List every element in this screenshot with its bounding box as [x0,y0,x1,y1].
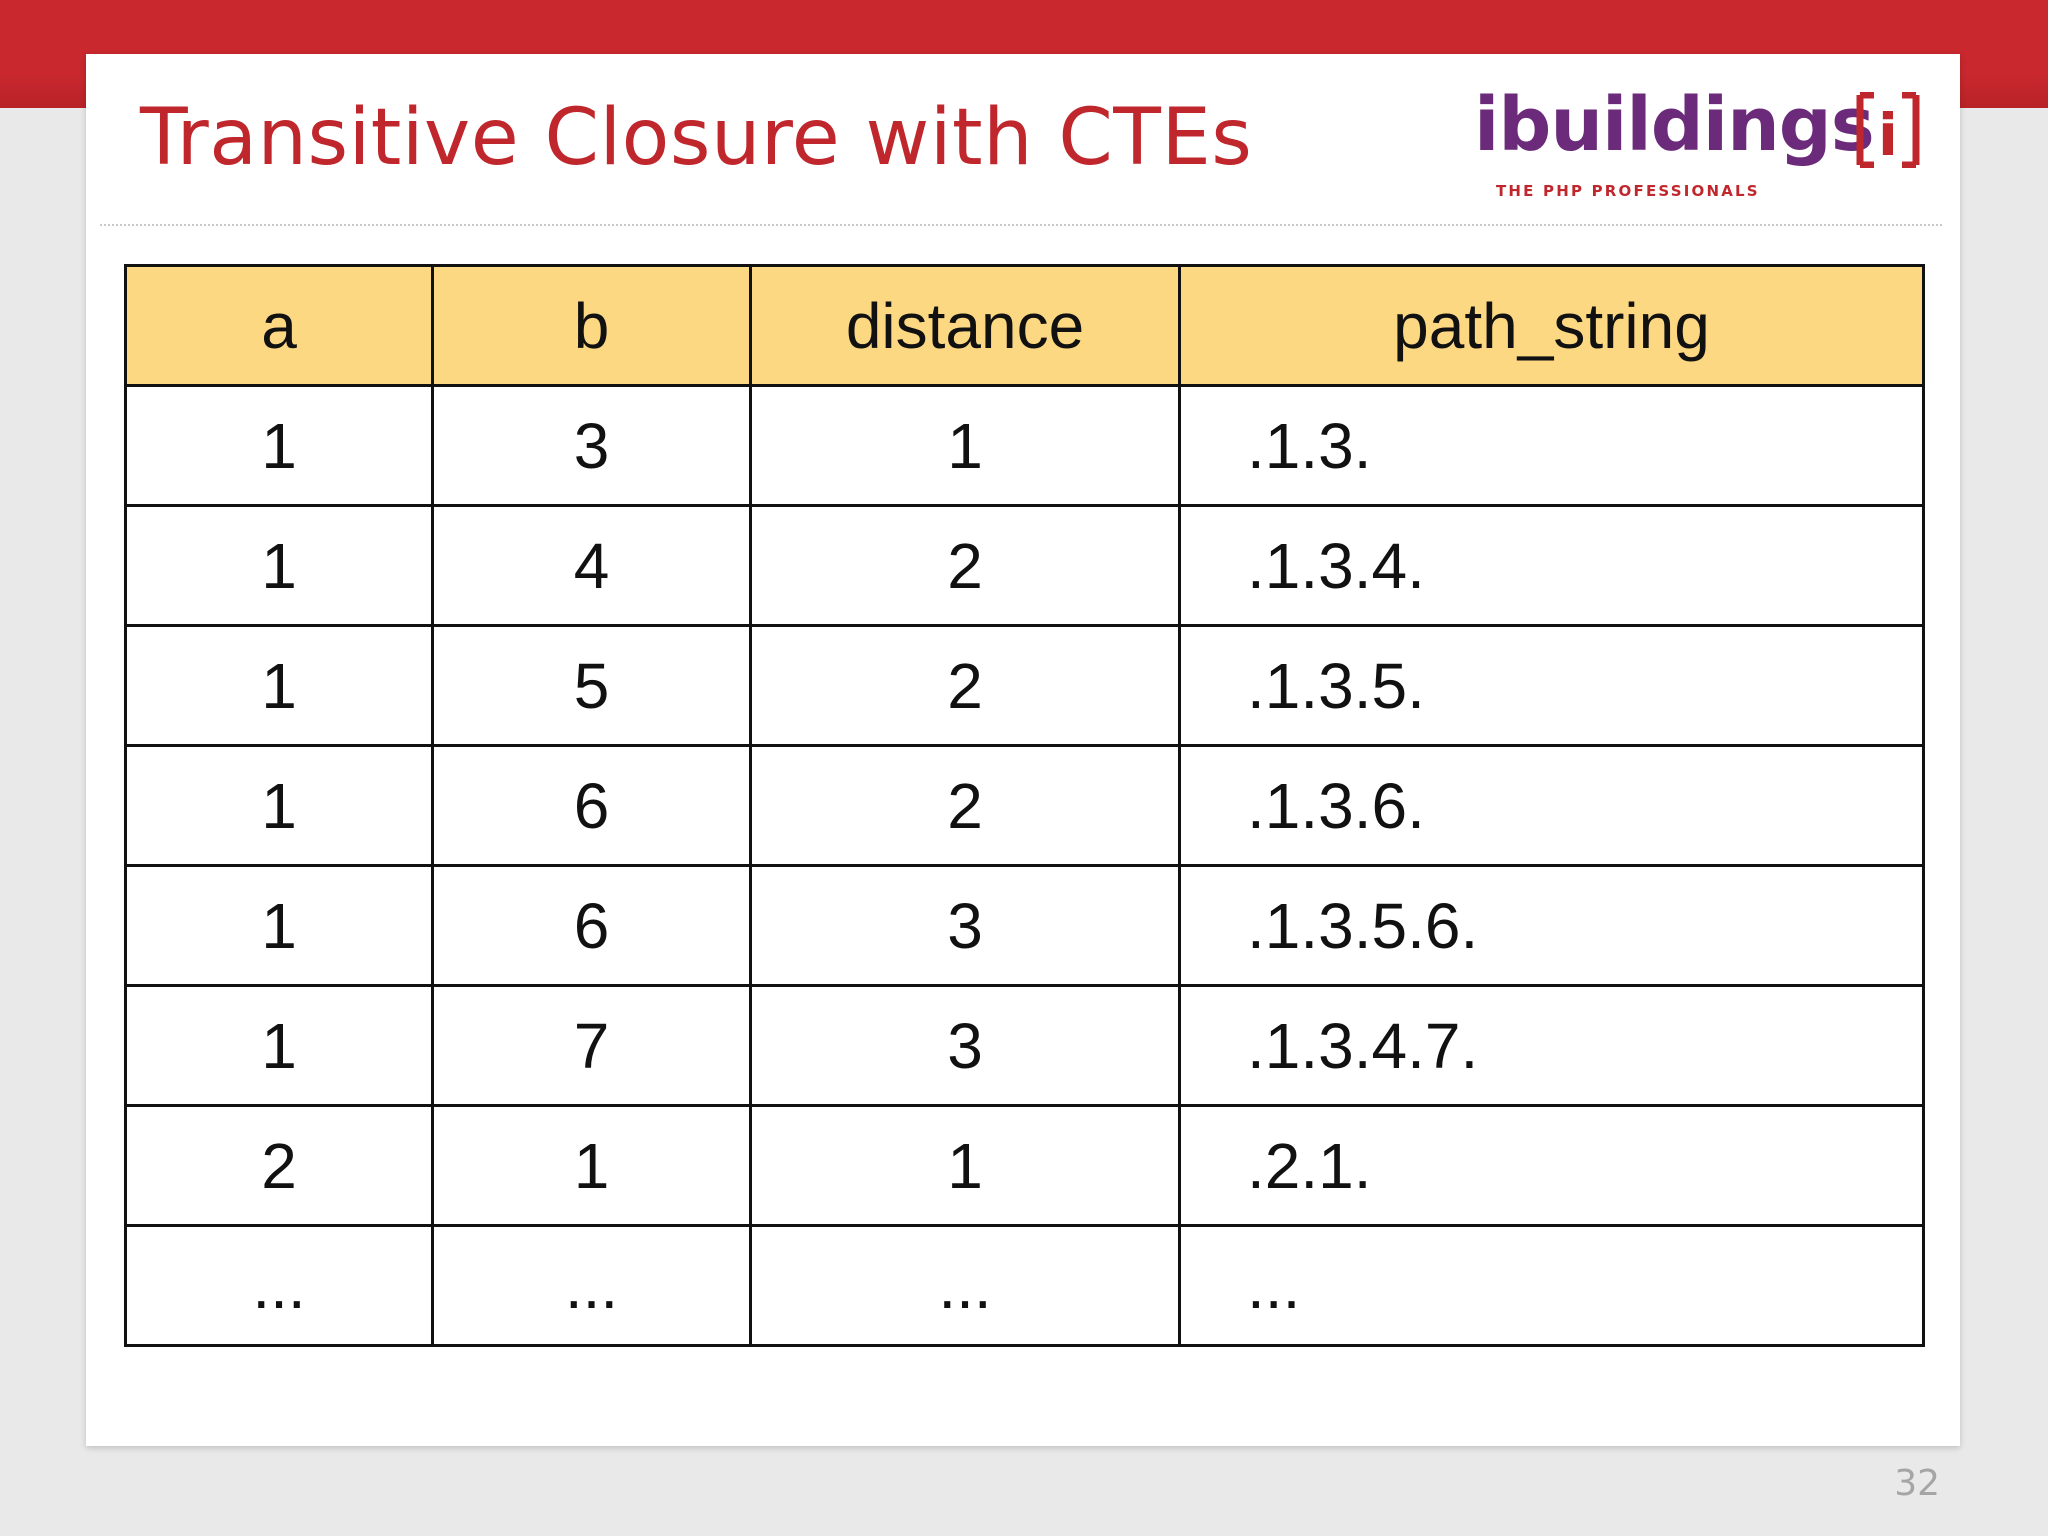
logo-wordmark: ibuildings [1474,82,1874,168]
cell-a: 1 [126,386,433,506]
cell-distance: 1 [751,386,1180,506]
table-row [126,506,1924,626]
cell-a: 1 [126,866,433,986]
table-row [126,386,1924,506]
svg-text:i: i [1878,101,1898,168]
cell-b: 4 [433,506,751,626]
cell-a: 2 [126,1106,433,1226]
page-number: 32 [1894,1463,1940,1504]
cell-a: 1 [126,506,433,626]
header-distance: distance [751,266,1180,386]
logo-tagline: THE PHP PROFESSIONALS [1496,182,1760,200]
table-header-row [126,266,1924,386]
cell-path-string: .1.3. [1180,386,1924,506]
table-row [126,1226,1924,1346]
cell-path-string: .2.1. [1180,1106,1924,1226]
cell-path-string: .1.3.6. [1180,746,1924,866]
cell-distance: ... [751,1226,1180,1346]
table-row [126,746,1924,866]
cell-path-string: .1.3.5. [1180,626,1924,746]
table-row [126,866,1924,986]
header-divider [100,224,1942,226]
header-path-string: path_string [1180,266,1924,386]
cell-path-string: ... [1180,1226,1924,1346]
slide [86,54,1960,1446]
header-b: b [433,266,751,386]
cell-b: 1 [433,1106,751,1226]
cell-a: ... [126,1226,433,1346]
table-row [126,1106,1924,1226]
cell-path-string: .1.3.5.6. [1180,866,1924,986]
transitive-closure-table [124,264,1925,1347]
cell-b: 7 [433,986,751,1106]
ibuildings-logo [1474,82,1934,210]
cell-a: 1 [126,986,433,1106]
cell-distance: 2 [751,626,1180,746]
table-row [126,626,1924,746]
cell-distance: 3 [751,986,1180,1106]
cell-a: 1 [126,746,433,866]
cell-distance: 1 [751,1106,1180,1226]
cell-path-string: .1.3.4.7. [1180,986,1924,1106]
header-a: a [126,266,433,386]
cell-b: 3 [433,386,751,506]
cell-b: ... [433,1226,751,1346]
cell-b: 5 [433,626,751,746]
logo-bracket-i-icon [1856,92,1920,168]
cell-b: 6 [433,746,751,866]
cell-b: 6 [433,866,751,986]
cell-distance: 2 [751,506,1180,626]
cell-path-string: .1.3.4. [1180,506,1924,626]
cell-a: 1 [126,626,433,746]
cell-distance: 3 [751,866,1180,986]
slide-title: Transitive Closure with CTEs [140,93,1253,183]
cell-distance: 2 [751,746,1180,866]
table-row [126,986,1924,1106]
